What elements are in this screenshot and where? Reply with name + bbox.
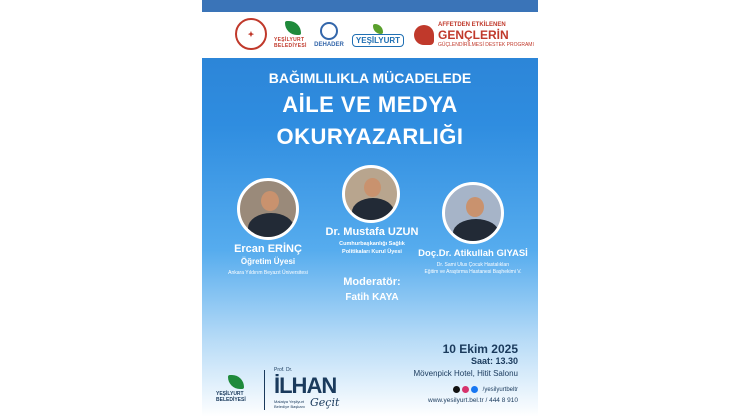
logo-text: YEŞİLYURT <box>352 34 404 47</box>
mayor-first-name: İLHAN <box>274 373 337 398</box>
speaker-affiliation: Dr. Sami Ulus Çocuk Hastalıkları <box>436 262 510 268</box>
person-head <box>364 178 381 197</box>
logo-text: GENÇLERİN <box>438 28 509 42</box>
speaker-photo-mustafa <box>342 165 400 223</box>
flower-icon <box>320 22 338 40</box>
speaker-role: Öğretim Üyesi <box>240 257 296 266</box>
event-title-line3: OKURYAZARLIĞI <box>276 124 464 149</box>
poster-top-bar <box>202 0 538 12</box>
speaker-photo-ercan <box>237 178 299 240</box>
event-poster <box>202 0 538 417</box>
yesilyurt-kent-logo <box>350 16 406 54</box>
mayor-title: Prof. Dr. <box>274 367 293 373</box>
speaker-name: Doç.Dr. Atikullah GIYASİ <box>418 248 528 259</box>
moderator-name: Fatih KAYA <box>345 292 399 303</box>
footer-divider <box>264 370 265 410</box>
ministry-seal-logo: ✦ <box>235 18 267 50</box>
mayor-position <box>274 399 305 409</box>
logo-text: AFFETDEN ETKİLENEN <box>438 22 506 28</box>
facebook-icon <box>471 386 478 393</box>
logo-text: YEŞİLYURT BELEDİYESİ <box>216 391 246 403</box>
yesilyurt-municipality-logo <box>274 16 312 54</box>
event-time: Saat: 13.30 <box>470 356 518 366</box>
leaf-icon <box>373 24 383 34</box>
mayor-signature: Geçit <box>310 396 340 409</box>
website-phone: www.yesilyurt.bel.tr / 444 8 910 <box>428 397 518 404</box>
speaker-name: Ercan ERİNÇ <box>234 243 302 255</box>
person-body <box>352 198 394 223</box>
person-head <box>466 197 484 217</box>
moderator-label: Moderatör: <box>343 276 401 288</box>
social-handle: /yesilyurtbeltr <box>482 386 518 393</box>
speaker-photo-atikullah <box>442 182 504 244</box>
person-head <box>261 191 279 211</box>
affet-program-logo <box>410 20 534 52</box>
event-date: 10 Ekim 2025 <box>442 342 518 356</box>
speaker-role: Politikaları Kurul Üyesi <box>342 249 402 255</box>
logo-text: YEŞİLYURT BELEDİYESİ <box>274 37 307 49</box>
person-body <box>453 219 499 244</box>
leaf-icon <box>285 21 301 35</box>
mayor-position-line: Malatya Yeşilyurt <box>274 399 305 404</box>
logo-text: GÜÇLENDİRİLMESİ DESTEK PROGRAMI <box>438 42 534 48</box>
footer-municipality-logo <box>216 368 256 410</box>
speaker-role: Cumhurbaşkanlığı Sağlık <box>339 241 405 247</box>
logo-text: DEHADER <box>314 42 344 48</box>
leaf-icon <box>228 375 244 389</box>
heart-icon <box>414 25 434 45</box>
speaker-name: Dr. Mustafa UZUN <box>325 226 419 238</box>
mayor-position-line: Belediye Başkanı <box>274 404 305 409</box>
event-venue: Mövenpick Hotel, Hitit Salonu <box>413 369 518 378</box>
event-title-line2: AİLE VE MEDYA <box>282 92 458 117</box>
speaker-affiliation: Ankara Yıldırım Beyazıt Üniversitesi <box>228 270 308 276</box>
instagram-icon <box>462 386 469 393</box>
x-icon <box>453 386 460 393</box>
event-title-line1: BAĞIMLILIKLA MÜCADELEDE <box>268 70 472 86</box>
social-links <box>453 386 518 393</box>
dehader-logo <box>312 16 346 54</box>
person-body <box>248 213 294 240</box>
speaker-affiliation: Eğitim ve Araştırma Hastanesi Başhekimi V. <box>424 269 522 275</box>
